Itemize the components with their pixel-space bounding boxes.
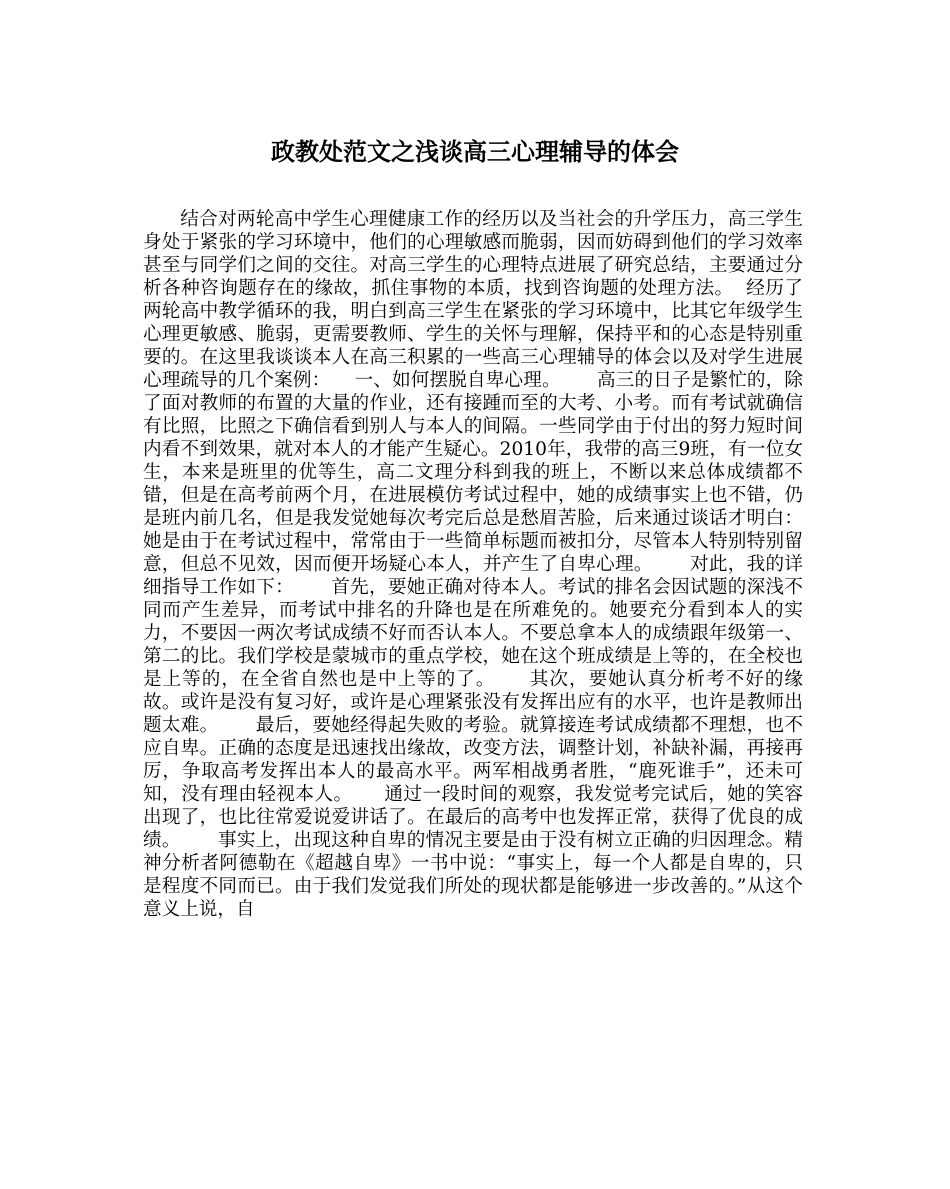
document-title: 政教处范文之浅谈高三心理辅导的体会 [271,137,679,166]
document-body-paragraph: 结合对两轮高中学生心理健康工作的经历以及当社会的升学压力，高三学生身处于紧张的学习环境中，他们的心理敏感而脆弱，因而妨碍到他们的学习效率甚至与同学们之间的交往。对高三学生的心理特点进展了研究总结，主要通过分析各种咨询题存在的缘故，抓住事物的本质，找到咨询题的处理方法。 经历了两轮高中教学循环的我，明白到高三学生在紧张的学习环境中，比其它年级学生心理更敏感、脆弱，更需要教师、学生的关怀与理解，保持平和的心态是特别重要的。在这里我谈谈本人在高三积累的一些高三心理辅导的体会以及对学生进展心理疏导的几个案例： 一、如何摆脱自卑心理。 高三的日子是繁忙的，除了面对教师的布置的大量的作业，还有接踵而至的大考、小考。而有考试就确信有比照，比照之下确信看到别人与本人的间隔。一些同学由于付出的努力短时间内看不到效果，就对本人的才能产生疑心。2010年，我带的高三9班，有一位女生，本来是班里的优等生，高二文理分科到我的班上，不断以来总体成绩都不错，但是在高考前两个月，在进展模仿考试过程中，她的成绩事实上也不错，仍是班内前几名，但是我发觉她每次考完后总是愁眉苦脸，后来通过谈话才明白：她是由于在考试过程中，常常由于一些简单标题而被扣分，尽管本人特别特别留意，但总不见效，因而便开场疑心本人，并产生了自卑心理。 对此，我的详细指导工作如下： 首先，要她正确对待本人。考试的排名会因试题的深浅不同而产生差异，而考试中排名的升降也是在所难免的。她要充分看到本人的实力，不要因一两次考试成绩不好而否认本人。不要总拿本人的成绩跟年级第一、第二的比。我们学校是蒙城市的重点学校，她在这个班成绩是上等的，在全校也是上等的，在全省自然也是中上等的了。 其次，要她认真分析考不好的缘故。或许是没有复习好，或许是心理紧张没有发挥出应有的水平，也许是教师出题太难。 最后，要她经得起失败的考验。就算接连考试成绩都不理想，也不应自卑。正确的态度是迅速找出缘故，改变方法，调整计划，补缺补漏，再接再厉，争取高考发挥出本人的最高水平。两军相战勇者胜，“鹿死谁手”，还未可知，没有理由轻视本人。 通过一段时间的观察，我发觉考完试后，她的笑容出现了，也比往常爱说爱讲话了。在最后的高考中也发挥正常，获得了优良的成绩。 事实上，出现这种自卑的情况主要是由于没有树立正确的归因理念。精神分析者阿德勒在《超越自卑》一书中说：“事实上，每一个人都是自卑的，只是程度不同而已。由于我们发觉我们所处的现状都是能够进一步改善的。”从这个意义上说，自 [143,209,803,920]
